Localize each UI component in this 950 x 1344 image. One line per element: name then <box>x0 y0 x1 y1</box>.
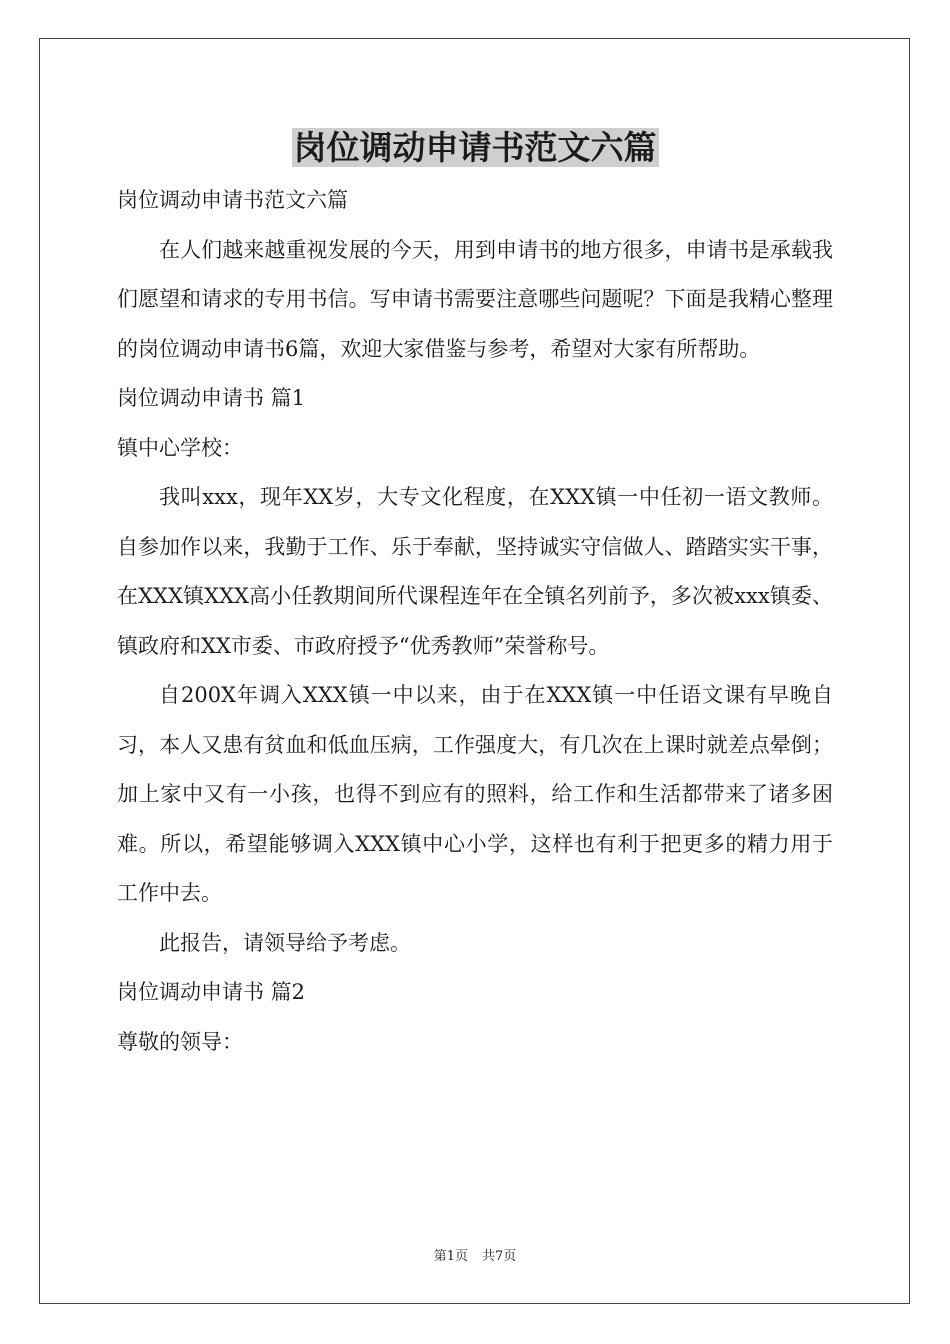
page-number: 第1页 <box>433 1249 468 1264</box>
doc-paragraph: 我叫xxx，现年XX岁，大专文化程度，在XXX镇一中任初一语文教师。自参加作以来，我勤于工作、乐于奉献，坚持诚实守信做人、踏踏实实干事，在XXX镇XXX高小任教期间所代课程连年在全镇名列前予，多次被xxx镇委、镇政府和XX市委、市政府授予“优秀教师”荣誉称号。 <box>117 485 833 658</box>
doc-paragraph: 在人们越来越重视发展的今天，用到申请书的地方很多，申请书是承载我们愿望和请求的专用书信。写申请书需要注意哪些问题呢？下面是我精心整理的岗位调动申请书6篇，欢迎大家借鉴与参考，希望对大家有所帮助。 <box>117 237 833 361</box>
document-body <box>117 176 833 1067</box>
salutation: 镇中心学校： <box>117 435 243 460</box>
doc-paragraph: 此报告，请领导给予考虑。 <box>159 930 411 955</box>
doc-paragraph: 岗位调动申请书范文六篇 <box>117 188 348 212</box>
section-heading: 岗位调动申请书 篇1 <box>117 386 306 410</box>
salutation: 尊敬的领导： <box>117 1029 243 1054</box>
document-title <box>0 126 950 170</box>
doc-paragraph: 自200X年调入XXX镇一中以来，由于在XXX镇一中任语文课有早晚自习，本人又患有贫血和低血压病，工作强度大，有几次在上课时就差点晕倒；加上家中又有一小孩，也得不到应有的照料，给工作和生活都带来了诸多困难。所以，希望能够调入XXX镇中心小学，这样也有利于把更多的精力用于工作中去。 <box>117 683 833 905</box>
section-heading: 岗位调动申请书 篇2 <box>117 980 306 1004</box>
page-footer <box>0 1248 950 1266</box>
page-total: 共7页 <box>482 1249 517 1264</box>
document-title-text: 岗位调动申请书范文六篇 <box>293 128 657 167</box>
